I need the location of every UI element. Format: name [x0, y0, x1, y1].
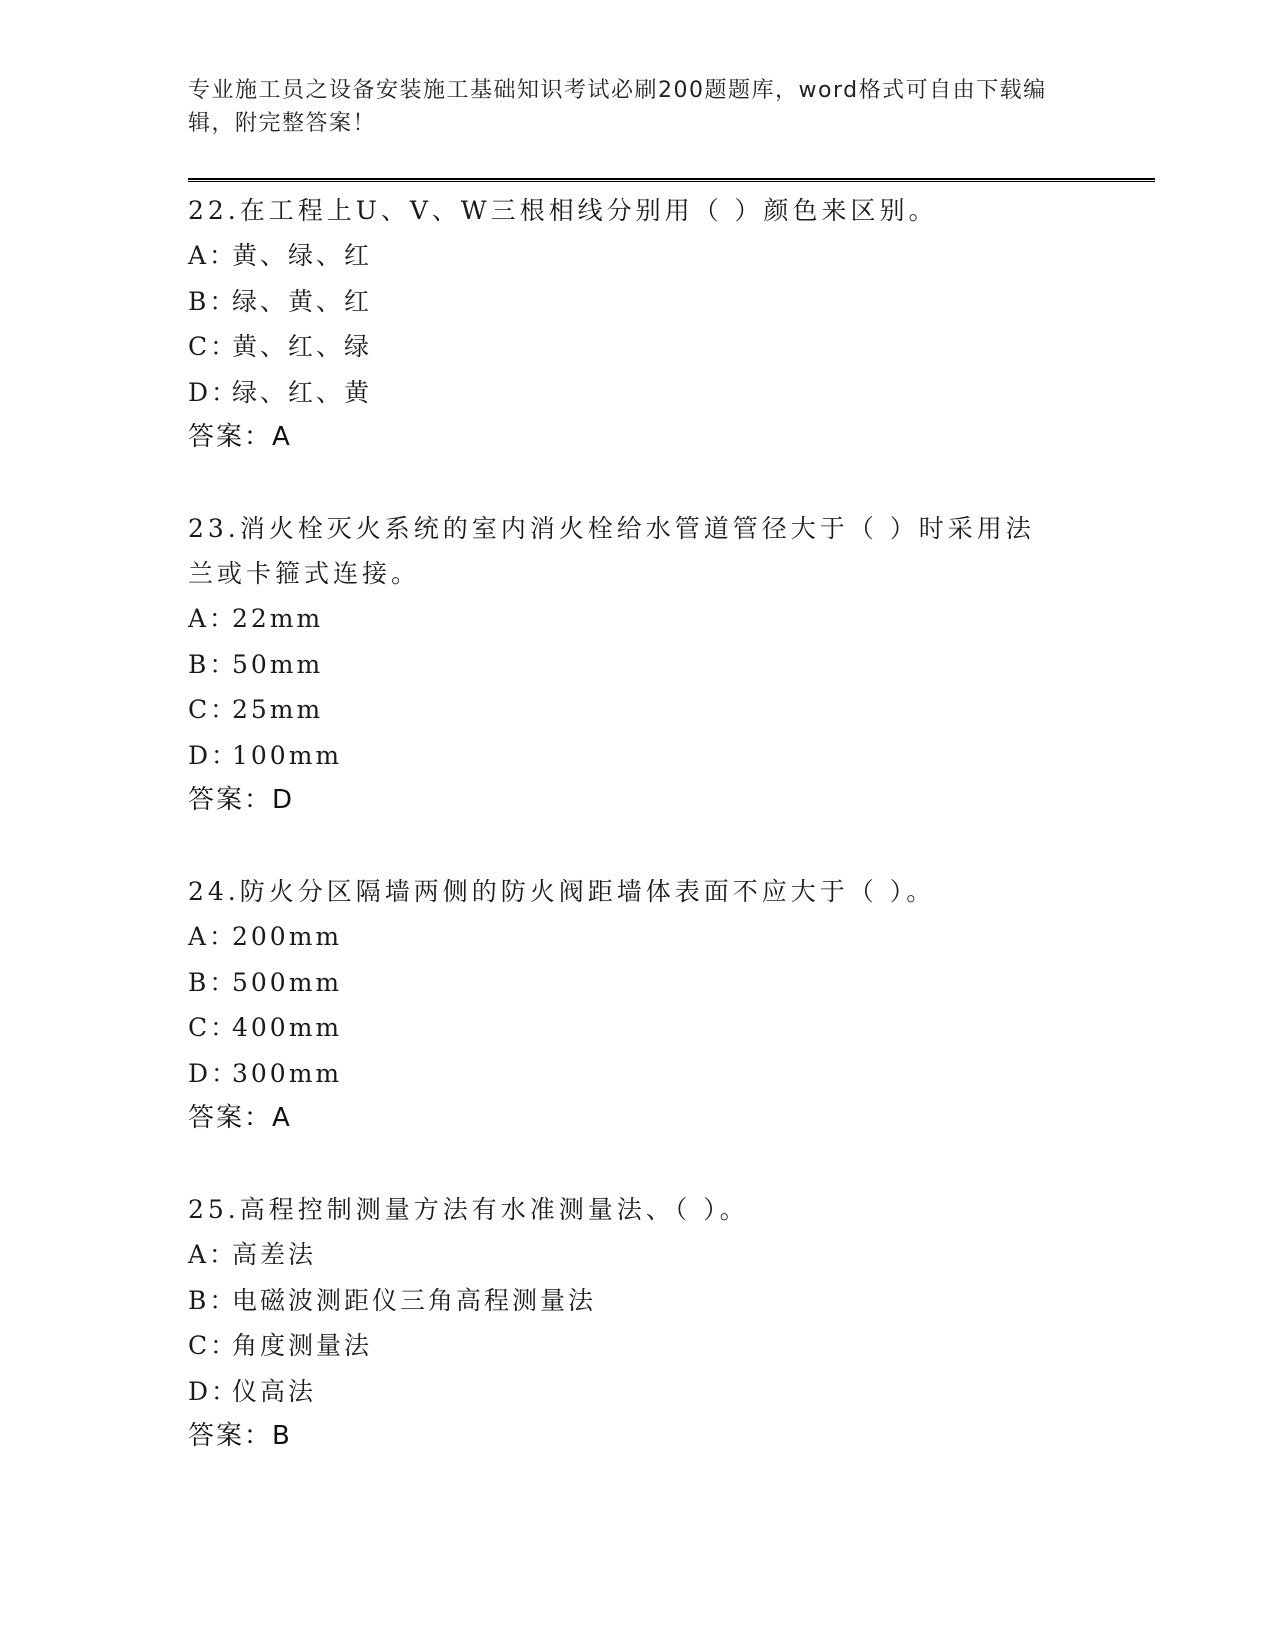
option-c	[188, 687, 1148, 733]
question-24	[188, 869, 1148, 1141]
option-text: 仪高法	[232, 1376, 317, 1406]
option-key: C：	[188, 695, 239, 724]
option-key: D：	[188, 377, 240, 407]
option-key: B：	[188, 286, 238, 316]
option-a	[188, 1232, 1148, 1278]
option-text: 25mm	[232, 695, 324, 724]
option-text: 绿、黄、红	[232, 286, 373, 316]
option-text: 500mm	[232, 967, 343, 997]
answer-line: 答案：D	[188, 785, 295, 815]
option-text: 高差法	[232, 1240, 317, 1269]
option-key: D：	[188, 740, 240, 770]
option-text: 50mm	[232, 649, 324, 679]
option-key: C：	[188, 1331, 239, 1360]
question-stem: 23.消火栓灭火系统的室内消火栓给水管道管径大于（ ）时采用法兰或卡箍式连接。	[188, 514, 1035, 588]
option-a	[188, 596, 1148, 642]
option-text: 22mm	[232, 604, 324, 633]
option-b	[188, 279, 1148, 325]
option-key: C：	[188, 332, 239, 361]
option-c	[188, 324, 1148, 370]
answer-line: 答案：A	[188, 422, 292, 452]
question-stem: 22.在工程上U、V、W三根相线分别用（ ）颜色来区别。	[188, 196, 938, 225]
question-stem: 24.防火分区隔墙两侧的防火阀距墙体表面不应大于（ ）。	[188, 877, 936, 906]
option-a	[188, 233, 1148, 279]
option-key: A：	[188, 604, 238, 633]
option-text: 黄、红、绿	[232, 332, 373, 361]
option-text: 黄、绿、红	[232, 241, 373, 270]
option-key: B：	[188, 967, 238, 997]
option-key: A：	[188, 241, 238, 270]
question-list	[188, 188, 1148, 1459]
option-d	[188, 1369, 1148, 1415]
option-text: 100mm	[232, 740, 343, 770]
option-key: A：	[188, 922, 238, 951]
option-a	[188, 914, 1148, 960]
option-key: B：	[188, 1285, 238, 1315]
option-text: 200mm	[232, 922, 343, 951]
option-key: B：	[188, 649, 238, 679]
option-c	[188, 1323, 1148, 1369]
option-text: 角度测量法	[232, 1331, 373, 1360]
question-stem: 25.高程控制测量方法有水准测量法、（ ）。	[188, 1195, 749, 1224]
option-b	[188, 960, 1148, 1006]
option-key: D：	[188, 1376, 240, 1406]
option-key: A：	[188, 1240, 238, 1269]
document-header: 专业施工员之设备安装施工基础知识考试必刷200题题库，word格式可自由下载编辑，附完整答案！	[188, 78, 1047, 136]
option-text: 电磁波测距仪三角高程测量法	[232, 1285, 597, 1315]
option-c	[188, 1005, 1148, 1051]
option-d	[188, 1051, 1148, 1097]
option-key: D：	[188, 1058, 240, 1088]
option-key: C：	[188, 1013, 239, 1042]
option-d	[188, 733, 1148, 779]
answer-line: 答案：B	[188, 1421, 292, 1451]
answer-line: 答案：A	[188, 1103, 292, 1133]
question-22	[188, 188, 1148, 460]
header-divider	[188, 178, 1155, 182]
question-23	[188, 506, 1148, 823]
option-b	[188, 1278, 1148, 1324]
option-b	[188, 642, 1148, 688]
option-text: 绿、红、黄	[232, 377, 373, 407]
question-25	[188, 1187, 1148, 1459]
option-text: 300mm	[232, 1058, 343, 1088]
option-text: 400mm	[232, 1013, 343, 1042]
option-d	[188, 370, 1148, 416]
